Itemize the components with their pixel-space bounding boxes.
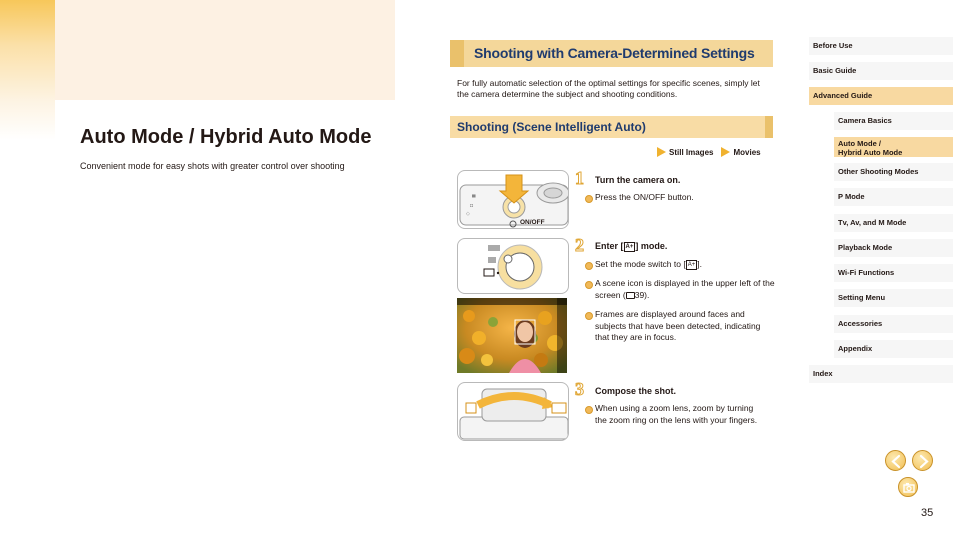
nav-item-other-shooting-modes[interactable]: Other Shooting Modes xyxy=(834,163,953,181)
next-page-icon xyxy=(913,451,934,472)
decorative-band xyxy=(0,0,55,100)
section-heading-text: Shooting with Camera-Determined Settings xyxy=(474,45,755,61)
auto-mode-icon: A+ xyxy=(687,261,696,268)
nav-item-accessories[interactable]: Accessories xyxy=(834,315,953,333)
tag-movies: Movies xyxy=(721,147,760,157)
triangle-icon xyxy=(657,147,666,157)
triangle-icon xyxy=(721,147,730,157)
step-title: Compose the shot. xyxy=(595,386,677,396)
nav-item-basic-guide[interactable]: Basic Guide xyxy=(809,62,953,80)
mode-switch-illustration xyxy=(457,238,569,294)
step-number: 2 xyxy=(575,235,584,255)
subsection-heading xyxy=(450,116,773,138)
prev-page-icon xyxy=(886,451,907,472)
step-bullet: When using a zoom lens, zoom by turning the zoom ring on the lens with your fingers. xyxy=(585,403,765,426)
step-title: Turn the camera on. xyxy=(595,175,681,185)
step-bullet: Set the mode switch to [ A+ ]. xyxy=(585,259,775,271)
nav-item-index[interactable]: Index xyxy=(809,365,953,383)
nav-item-playback-mode[interactable]: Playback Mode xyxy=(834,239,953,257)
step-bullet: Frames are displayed around faces and subjects that have been detected, indicating that they are in focus. xyxy=(585,309,765,344)
camera-top-icon xyxy=(458,171,569,229)
mode-tags xyxy=(657,147,761,157)
svg-text:◇: ◇ xyxy=(466,211,470,217)
nav-item-advanced-guide[interactable]: Advanced Guide xyxy=(809,87,953,105)
home-icon xyxy=(899,478,919,498)
tag-still-images: Still Images xyxy=(657,147,713,157)
nav-item-wifi-functions[interactable]: Wi-Fi Functions xyxy=(834,264,953,282)
section-heading xyxy=(450,40,773,67)
zoom-lens-icon xyxy=(458,383,569,441)
nav-item-tv-av-m-mode[interactable]: Tv, Av, and M Mode xyxy=(834,214,953,232)
step-number: 3 xyxy=(575,379,584,399)
subsection-heading-text: Shooting (Scene Intelligent Auto) xyxy=(457,120,646,134)
next-page-button[interactable] xyxy=(912,450,933,471)
nav-item-before-use[interactable]: Before Use xyxy=(809,37,953,55)
mode-dial-icon xyxy=(458,239,569,294)
camera-power-illustration xyxy=(457,170,569,229)
portrait-photo-icon xyxy=(457,298,567,373)
nav-item-setting-menu[interactable]: Setting Menu xyxy=(834,289,953,307)
section-intro: For fully automatic selection of the optimal settings for specific scenes, simply let the camera determine the subject and shooting conditions. xyxy=(457,78,760,99)
page-title: Auto Mode / Hybrid Auto Mode xyxy=(80,126,372,148)
decorative-band-fade xyxy=(0,100,55,140)
title-panel xyxy=(55,0,395,100)
scene-photo xyxy=(457,298,567,373)
page-subtitle: Convenient mode for easy shots with greater control over shooting xyxy=(80,161,345,171)
auto-mode-icon: A+ xyxy=(625,243,634,250)
step-number: 1 xyxy=(575,168,584,188)
home-button[interactable] xyxy=(898,477,918,497)
svg-text:▀: ▀ xyxy=(472,195,476,201)
page-number: 35 xyxy=(921,507,934,519)
nav-item-auto-mode[interactable]: Auto Mode / Hybrid Auto Mode xyxy=(834,137,953,157)
step-bullet: Press the ON/OFF button. xyxy=(585,192,775,204)
prev-page-button[interactable] xyxy=(885,450,906,471)
zoom-ring-illustration xyxy=(457,382,569,441)
figure-label-on-off: ON/OFF xyxy=(520,219,545,226)
nav-item-appendix[interactable]: Appendix xyxy=(834,340,953,358)
step-title: Enter [ A+ ] mode. xyxy=(595,241,668,251)
step-bullet: A scene icon is displayed in the upper left of the screen ( 39). xyxy=(585,278,775,301)
book-icon xyxy=(626,292,635,299)
svg-text:◘: ◘ xyxy=(470,203,474,209)
nav-item-camera-basics[interactable]: Camera Basics xyxy=(834,112,953,130)
nav-item-p-mode[interactable]: P Mode xyxy=(834,188,953,206)
